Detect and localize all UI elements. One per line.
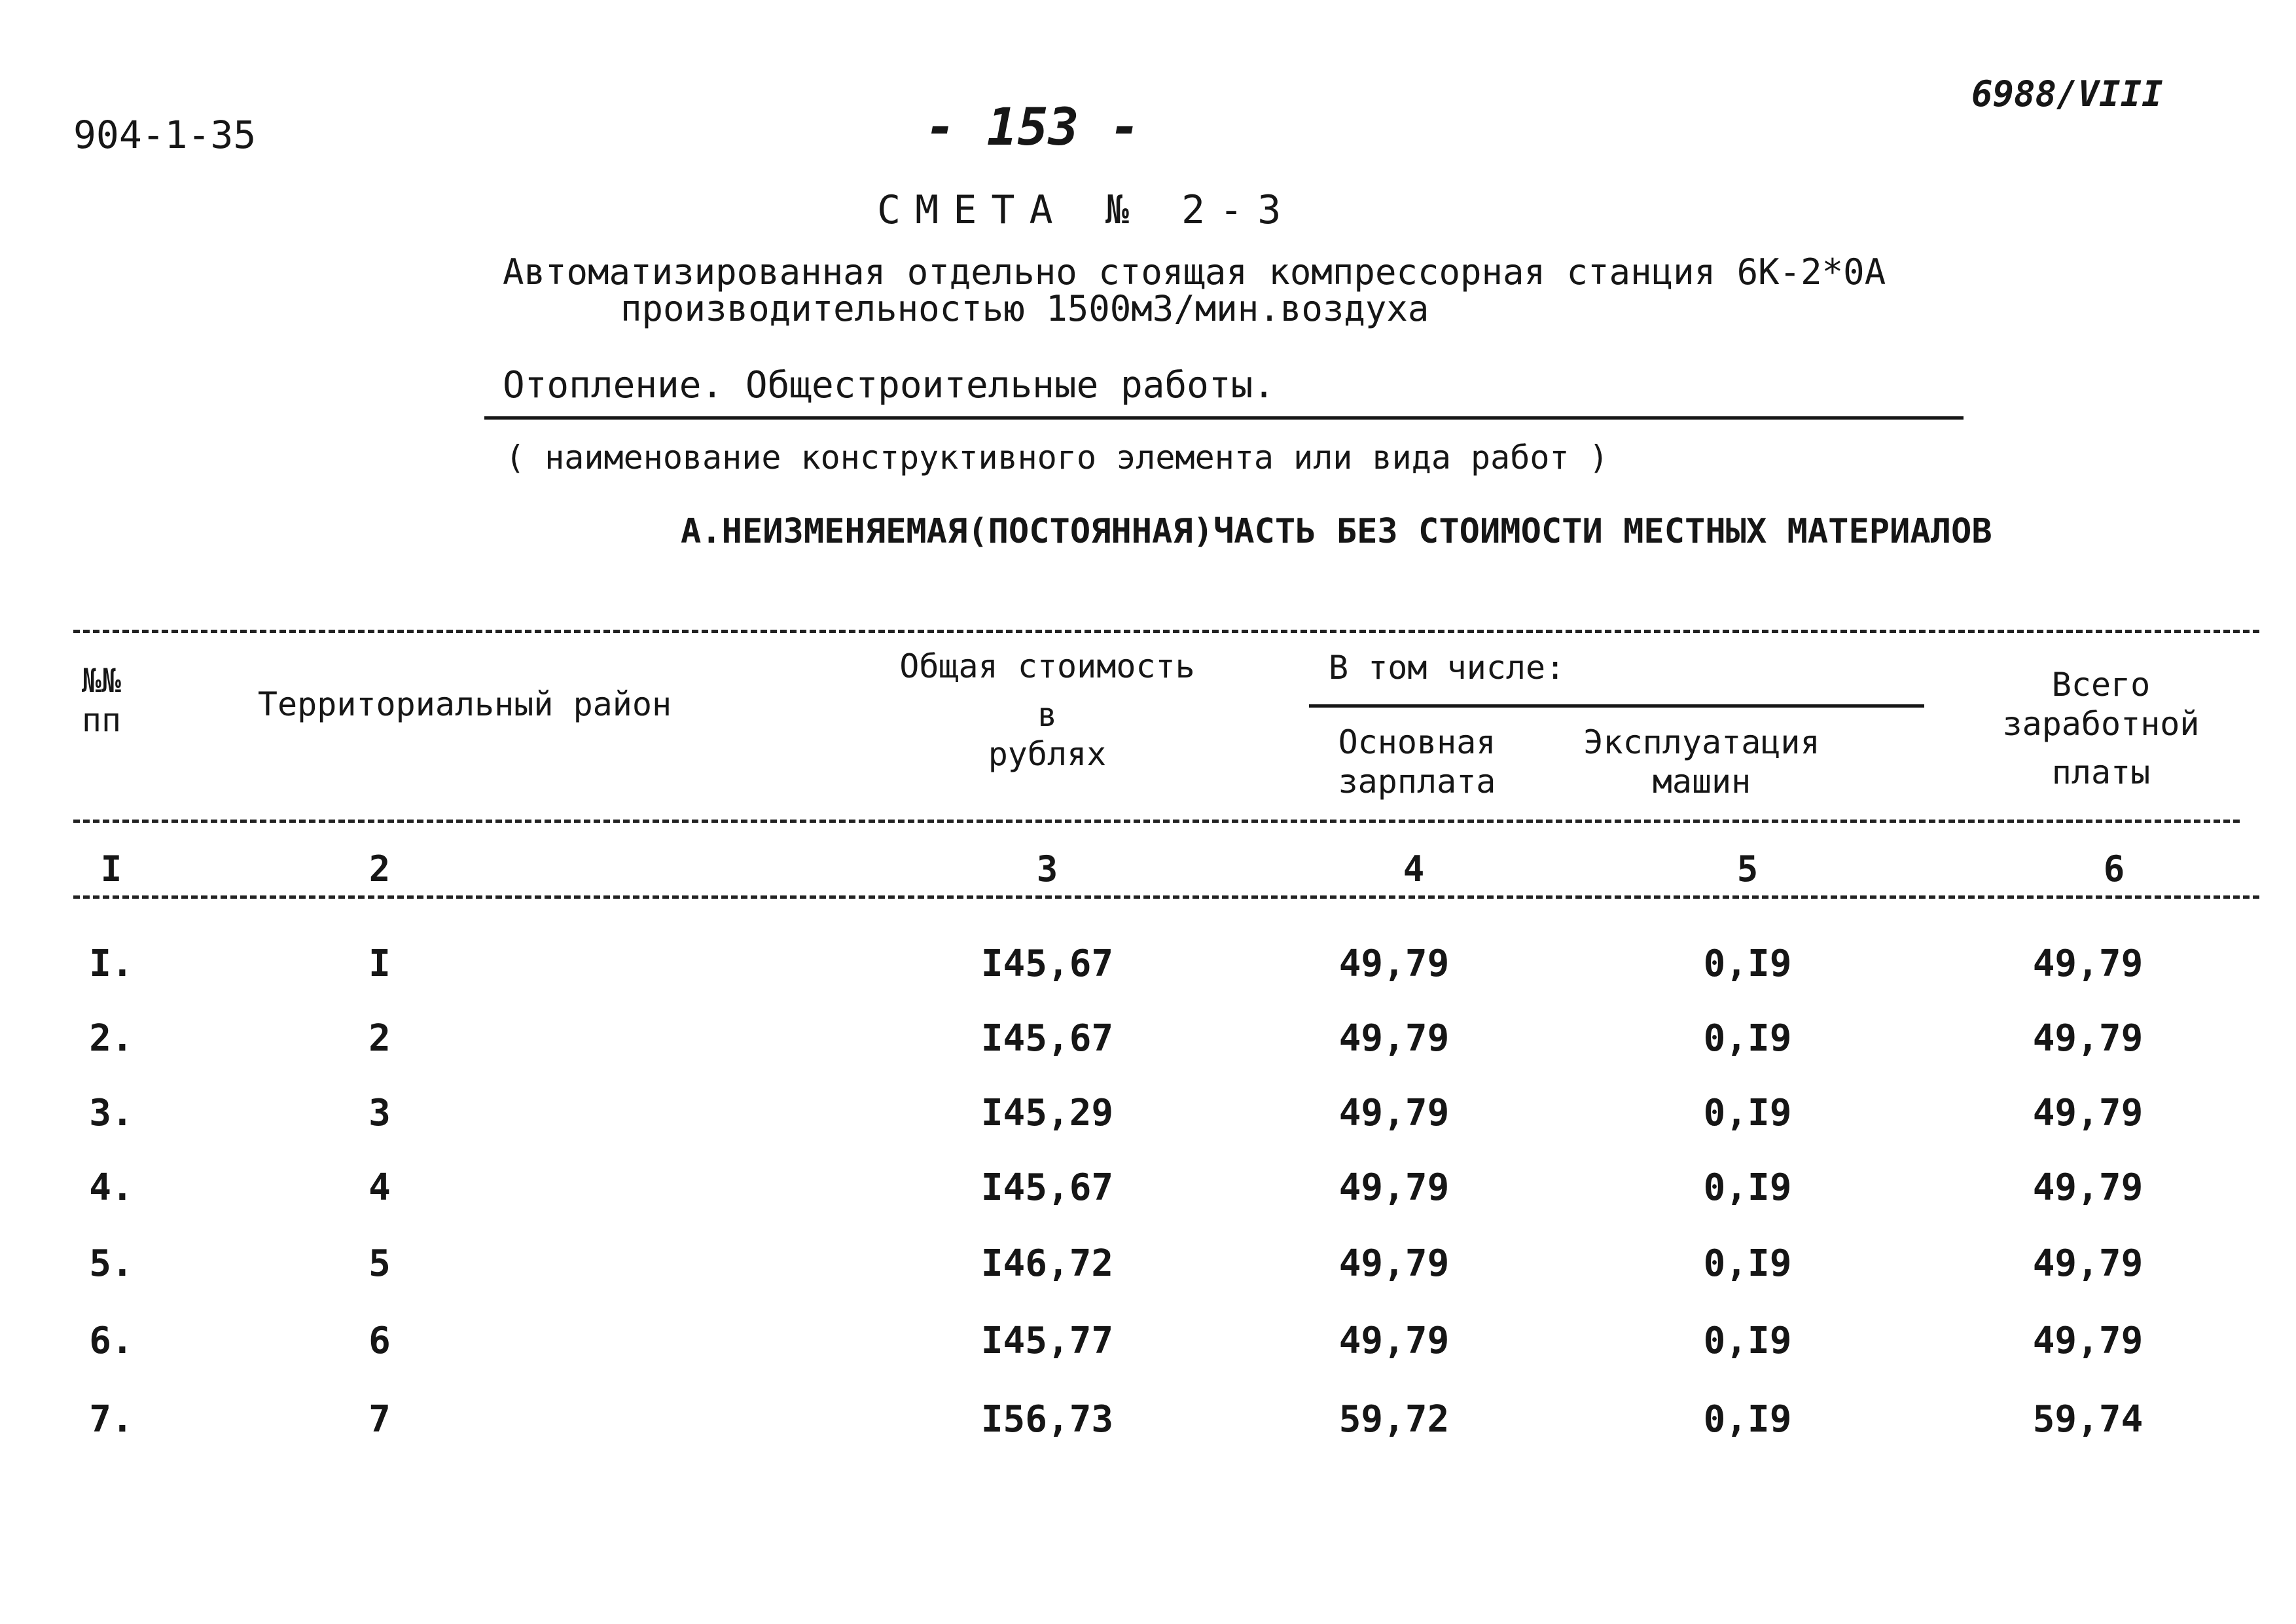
header-total-cost-line3: рублях (988, 735, 1107, 773)
project-description-line1: Автоматизированная отдельно стоящая компрессорная станция 6К-2*0А (503, 251, 1886, 293)
table-header-rule (73, 820, 2240, 823)
table-cell: 59,74 (2032, 1398, 2144, 1441)
header-total-salary-line2: заработной (2002, 705, 2200, 743)
table-cell: I45,67 (980, 943, 1114, 985)
table-cell: 0,I9 (1703, 1398, 1792, 1441)
header-including: В том числе: (1329, 649, 1566, 687)
header-region: Территориальный район (257, 685, 672, 723)
table-cell: I45,67 (980, 1166, 1114, 1209)
table-cell: 49,79 (2032, 943, 2144, 985)
table-cell: 49,79 (1338, 1242, 1450, 1285)
table-cell: 5. (89, 1242, 134, 1285)
header-total-salary-line3: платы (2051, 753, 2151, 791)
table-cell: I (368, 943, 391, 985)
table-cell: 6 (368, 1320, 391, 1362)
table-cell: 3 (368, 1092, 391, 1134)
table-cell: 49,79 (1338, 943, 1450, 985)
table-cell: 0,I9 (1703, 943, 1792, 985)
table-top-rule (73, 630, 2259, 633)
table-cell: 0,I9 (1703, 1017, 1792, 1060)
header-machines (1545, 723, 1859, 801)
column-number: 3 (1036, 848, 1058, 890)
table-cell: I45,29 (980, 1092, 1114, 1134)
table-cell: I. (89, 943, 134, 985)
table-cell: 2. (89, 1017, 134, 1060)
column-number: I (100, 848, 122, 890)
table-cell: 49,79 (2032, 1320, 2144, 1362)
table-cell: 7 (368, 1398, 391, 1441)
header-machines-line1: Эксплуатация (1583, 723, 1820, 761)
document-code: 904-1-35 (73, 113, 257, 157)
table-cell: I45,67 (980, 1017, 1114, 1060)
including-underline (1309, 704, 1924, 708)
table-cell: 0,I9 (1703, 1242, 1792, 1285)
table-cell: 2 (368, 1017, 391, 1060)
table-cell: 59,72 (1338, 1398, 1450, 1441)
archive-mark: 6988/VIII (1971, 73, 2163, 115)
table-cell: 49,79 (1338, 1166, 1450, 1209)
table-cell: 49,79 (2032, 1166, 2144, 1209)
work-subject: Отопление. Общестроительные работы. (503, 364, 1276, 406)
table-cell: 49,79 (2032, 1092, 2144, 1134)
header-total-cost (864, 647, 1230, 774)
header-total-salary-line1: Всего (2051, 666, 2151, 704)
table-cell: I46,72 (980, 1242, 1114, 1285)
column-number-rule (73, 895, 2259, 899)
header-base-salary (1296, 723, 1538, 801)
column-number: 2 (368, 848, 391, 890)
table-cell: 7. (89, 1398, 134, 1441)
table-cell: 3. (89, 1092, 134, 1134)
table-cell: 49,79 (1338, 1092, 1450, 1134)
column-number: 4 (1403, 848, 1425, 890)
table-cell: 4 (368, 1166, 391, 1209)
header-total-cost-line1: Общая стоимость (899, 647, 1195, 685)
table-cell: I56,73 (980, 1398, 1114, 1441)
subject-underline (484, 416, 1964, 420)
table-cell: I45,77 (980, 1320, 1114, 1362)
table-cell: 49,79 (1338, 1320, 1450, 1362)
header-total-salary (1964, 665, 2238, 792)
subject-caption: ( наименование конструктивного элемента или вида работ ) (505, 439, 1609, 477)
estimate-title: СМЕТА № 2-3 (877, 187, 1296, 233)
page-number: - 153 - (925, 98, 1141, 157)
table-cell: 49,79 (2032, 1242, 2144, 1285)
table-cell: 6. (89, 1320, 134, 1362)
header-machines-line2: машин (1652, 763, 1751, 801)
section-title: А.НЕИЗМЕНЯЕМАЯ(ПОСТОЯННАЯ)ЧАСТЬ БЕЗ СТОИМОСТИ МЕСТНЫХ МАТЕРИАЛОВ (681, 512, 1992, 551)
header-base-salary-line2: зарплата (1338, 763, 1496, 801)
header-num-line1: №№ (81, 662, 122, 700)
table-cell: 0,I9 (1703, 1320, 1792, 1362)
table-cell: 49,79 (1338, 1017, 1450, 1060)
column-number: 6 (2103, 848, 2125, 890)
header-num (65, 661, 137, 740)
project-description-line2: производительностью 1500м3/мин.воздуха (620, 288, 1429, 329)
table-cell: 5 (368, 1242, 391, 1285)
column-number: 5 (1736, 848, 1759, 890)
table-cell: 4. (89, 1166, 134, 1209)
table-cell: 0,I9 (1703, 1166, 1792, 1209)
header-base-salary-line1: Основная (1338, 723, 1496, 761)
header-total-cost-line2: в (1037, 696, 1058, 734)
table-cell: 49,79 (2032, 1017, 2144, 1060)
header-num-line2: пп (81, 701, 122, 739)
table-cell: 0,I9 (1703, 1092, 1792, 1134)
